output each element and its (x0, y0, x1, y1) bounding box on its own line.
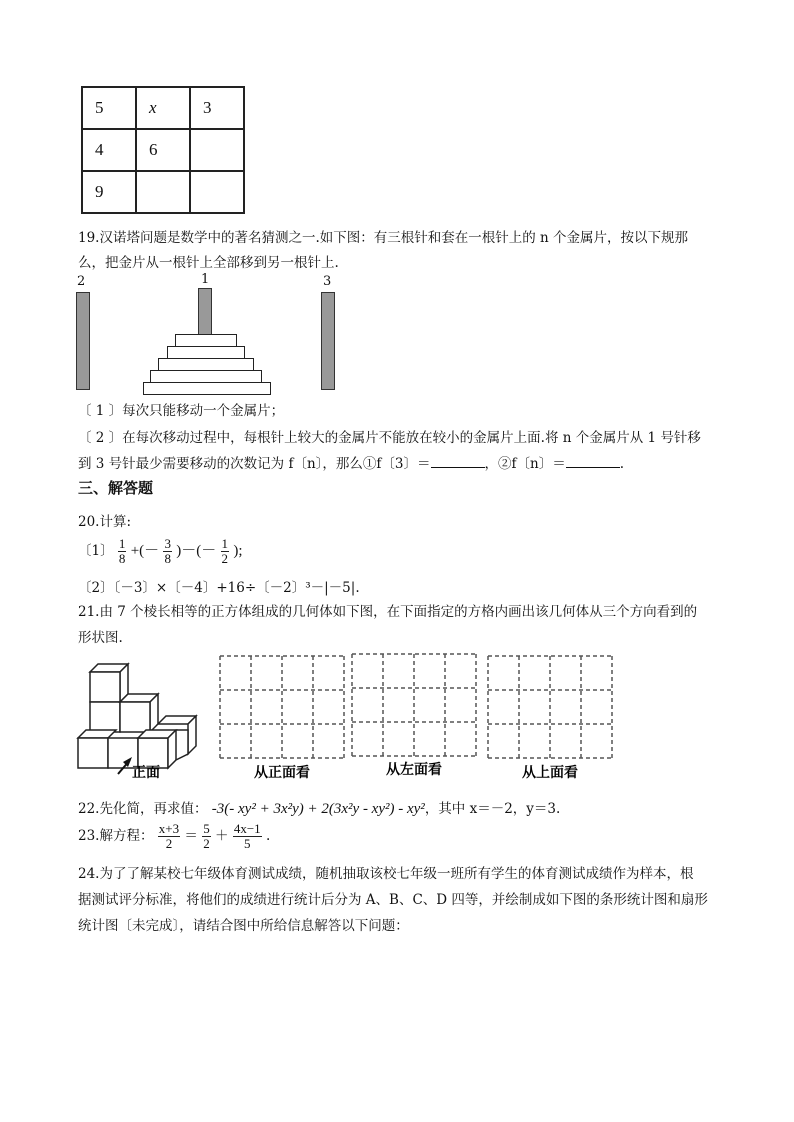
q22-suffix: ，其中 x＝－2，y＝3. (424, 801, 561, 817)
grid-cell: 3 (190, 87, 244, 129)
grid-cell: x (136, 87, 190, 129)
q19-sep: ， (484, 456, 498, 472)
grid-cell: 4 (82, 129, 136, 171)
q19-line1: 19.汉诺塔问题是数学中的著名猜测之一.如下图：有三根针和套在一根针上的 n 个金属片，按以下规那 (78, 230, 689, 246)
section-title: 三、解答题 (78, 479, 154, 497)
number-grid (81, 86, 245, 214)
q22 (78, 797, 560, 818)
fraction: $\frac{3}{8}$ (164, 536, 171, 566)
grid-cell: 9 (82, 171, 136, 213)
q20-part1 (78, 537, 243, 566)
q19-rule2: 〔 2 〕在每次移动过程中，每根针上较大的金属片不能放在较小的金属片上面.将 n 个金属片从 1 号针移 (78, 430, 701, 446)
q21-line1: 21.由 7 个棱长相等的正方体组成的几何体如下图，在下面指定的方格内画出该几何体从三个方向看到的 (78, 604, 698, 620)
q23-prefix: 23.解方程： (78, 828, 154, 844)
peg-label: 3 (323, 274, 332, 289)
q20-part1-label: 〔1〕 (78, 543, 114, 559)
view-label: 从上面看 (522, 765, 578, 781)
q24-line2: 据测试评分标准，将他们的成绩进行统计后分为 A、B、C、D 四等，并绘制成如下图的条形统计图和扇形 (78, 892, 708, 908)
dashed-grid[interactable] (352, 654, 476, 756)
q19-line2: 么，把金片从一根针上全部移到另一根针上. (78, 255, 339, 271)
plus: ＋ (215, 828, 229, 844)
operator: +(－ (130, 543, 160, 559)
q19-part2: ②f〔n〕＝ (498, 456, 566, 472)
q19-rule1: 〔 1 〕每次只能移动一个金属片； (78, 403, 285, 419)
view-label: 从正面看 (254, 765, 310, 781)
peg-1 (198, 288, 212, 336)
q24-line3: 统计图〔未完成〕，请结合图中所给信息解答以下问题： (78, 918, 409, 934)
q19-part1: ①f〔3〕＝ (362, 456, 431, 472)
fraction: $\frac{1}{8}$ (118, 536, 126, 566)
answer-blank[interactable] (566, 455, 620, 468)
dashed-grid[interactable] (488, 656, 612, 758)
q20-part2: 〔2〕〔－3〕×〔－4〕+16÷〔－2〕³－|－5|. (78, 580, 360, 596)
peg-3 (321, 292, 335, 390)
fraction: $\frac{4x-1}{5}$ (233, 821, 261, 851)
equals: ＝ (184, 828, 198, 844)
fraction: $\frac{5}{2}$ (203, 821, 210, 851)
q19-rule3-text: 到 3 号针最少需要移动的次数记为 f〔n〕，那么 (78, 456, 363, 472)
q19-rule3 (78, 452, 624, 472)
grid-cell (136, 171, 190, 213)
peg-label: 2 (77, 274, 86, 289)
q21-line2: 形状图. (78, 630, 123, 646)
q22-prefix: 22.先化简，再求值： (78, 801, 208, 817)
fraction: $\frac{1}{2}$ (221, 536, 229, 566)
answer-blank[interactable] (431, 455, 485, 468)
grid-cell (190, 171, 244, 213)
operator: )－(－ (176, 543, 217, 559)
period: . (265, 828, 271, 844)
q21-figures (70, 652, 620, 782)
hanoi-figure (70, 272, 360, 392)
q23 (78, 822, 270, 851)
q24-line1: 24.为了了解某校七年级体育测试成绩，随机抽取该校七年级一班所有学生的体育测试成绩作为样本，根 (78, 866, 694, 882)
q22-expression: -3(- xy² + 3x²y) + 2(3x²y - xy²) - xy² (211, 801, 425, 817)
grid-cell (190, 129, 244, 171)
fraction: $\frac{x+3}{2}$ (158, 821, 180, 851)
view-label: 从左面看 (386, 762, 442, 778)
q20-title: 20.计算: (78, 514, 132, 530)
operator: ); (233, 543, 243, 559)
grid-cell: 5 (82, 87, 136, 129)
front-label: 正面 (132, 765, 160, 781)
peg-label: 1 (201, 272, 210, 287)
q19-end: . (619, 456, 624, 472)
grid-cell: 6 (136, 129, 190, 171)
peg-2 (76, 292, 90, 390)
disk (143, 382, 271, 395)
dashed-grid[interactable] (220, 656, 344, 758)
cube-solid (78, 664, 196, 768)
